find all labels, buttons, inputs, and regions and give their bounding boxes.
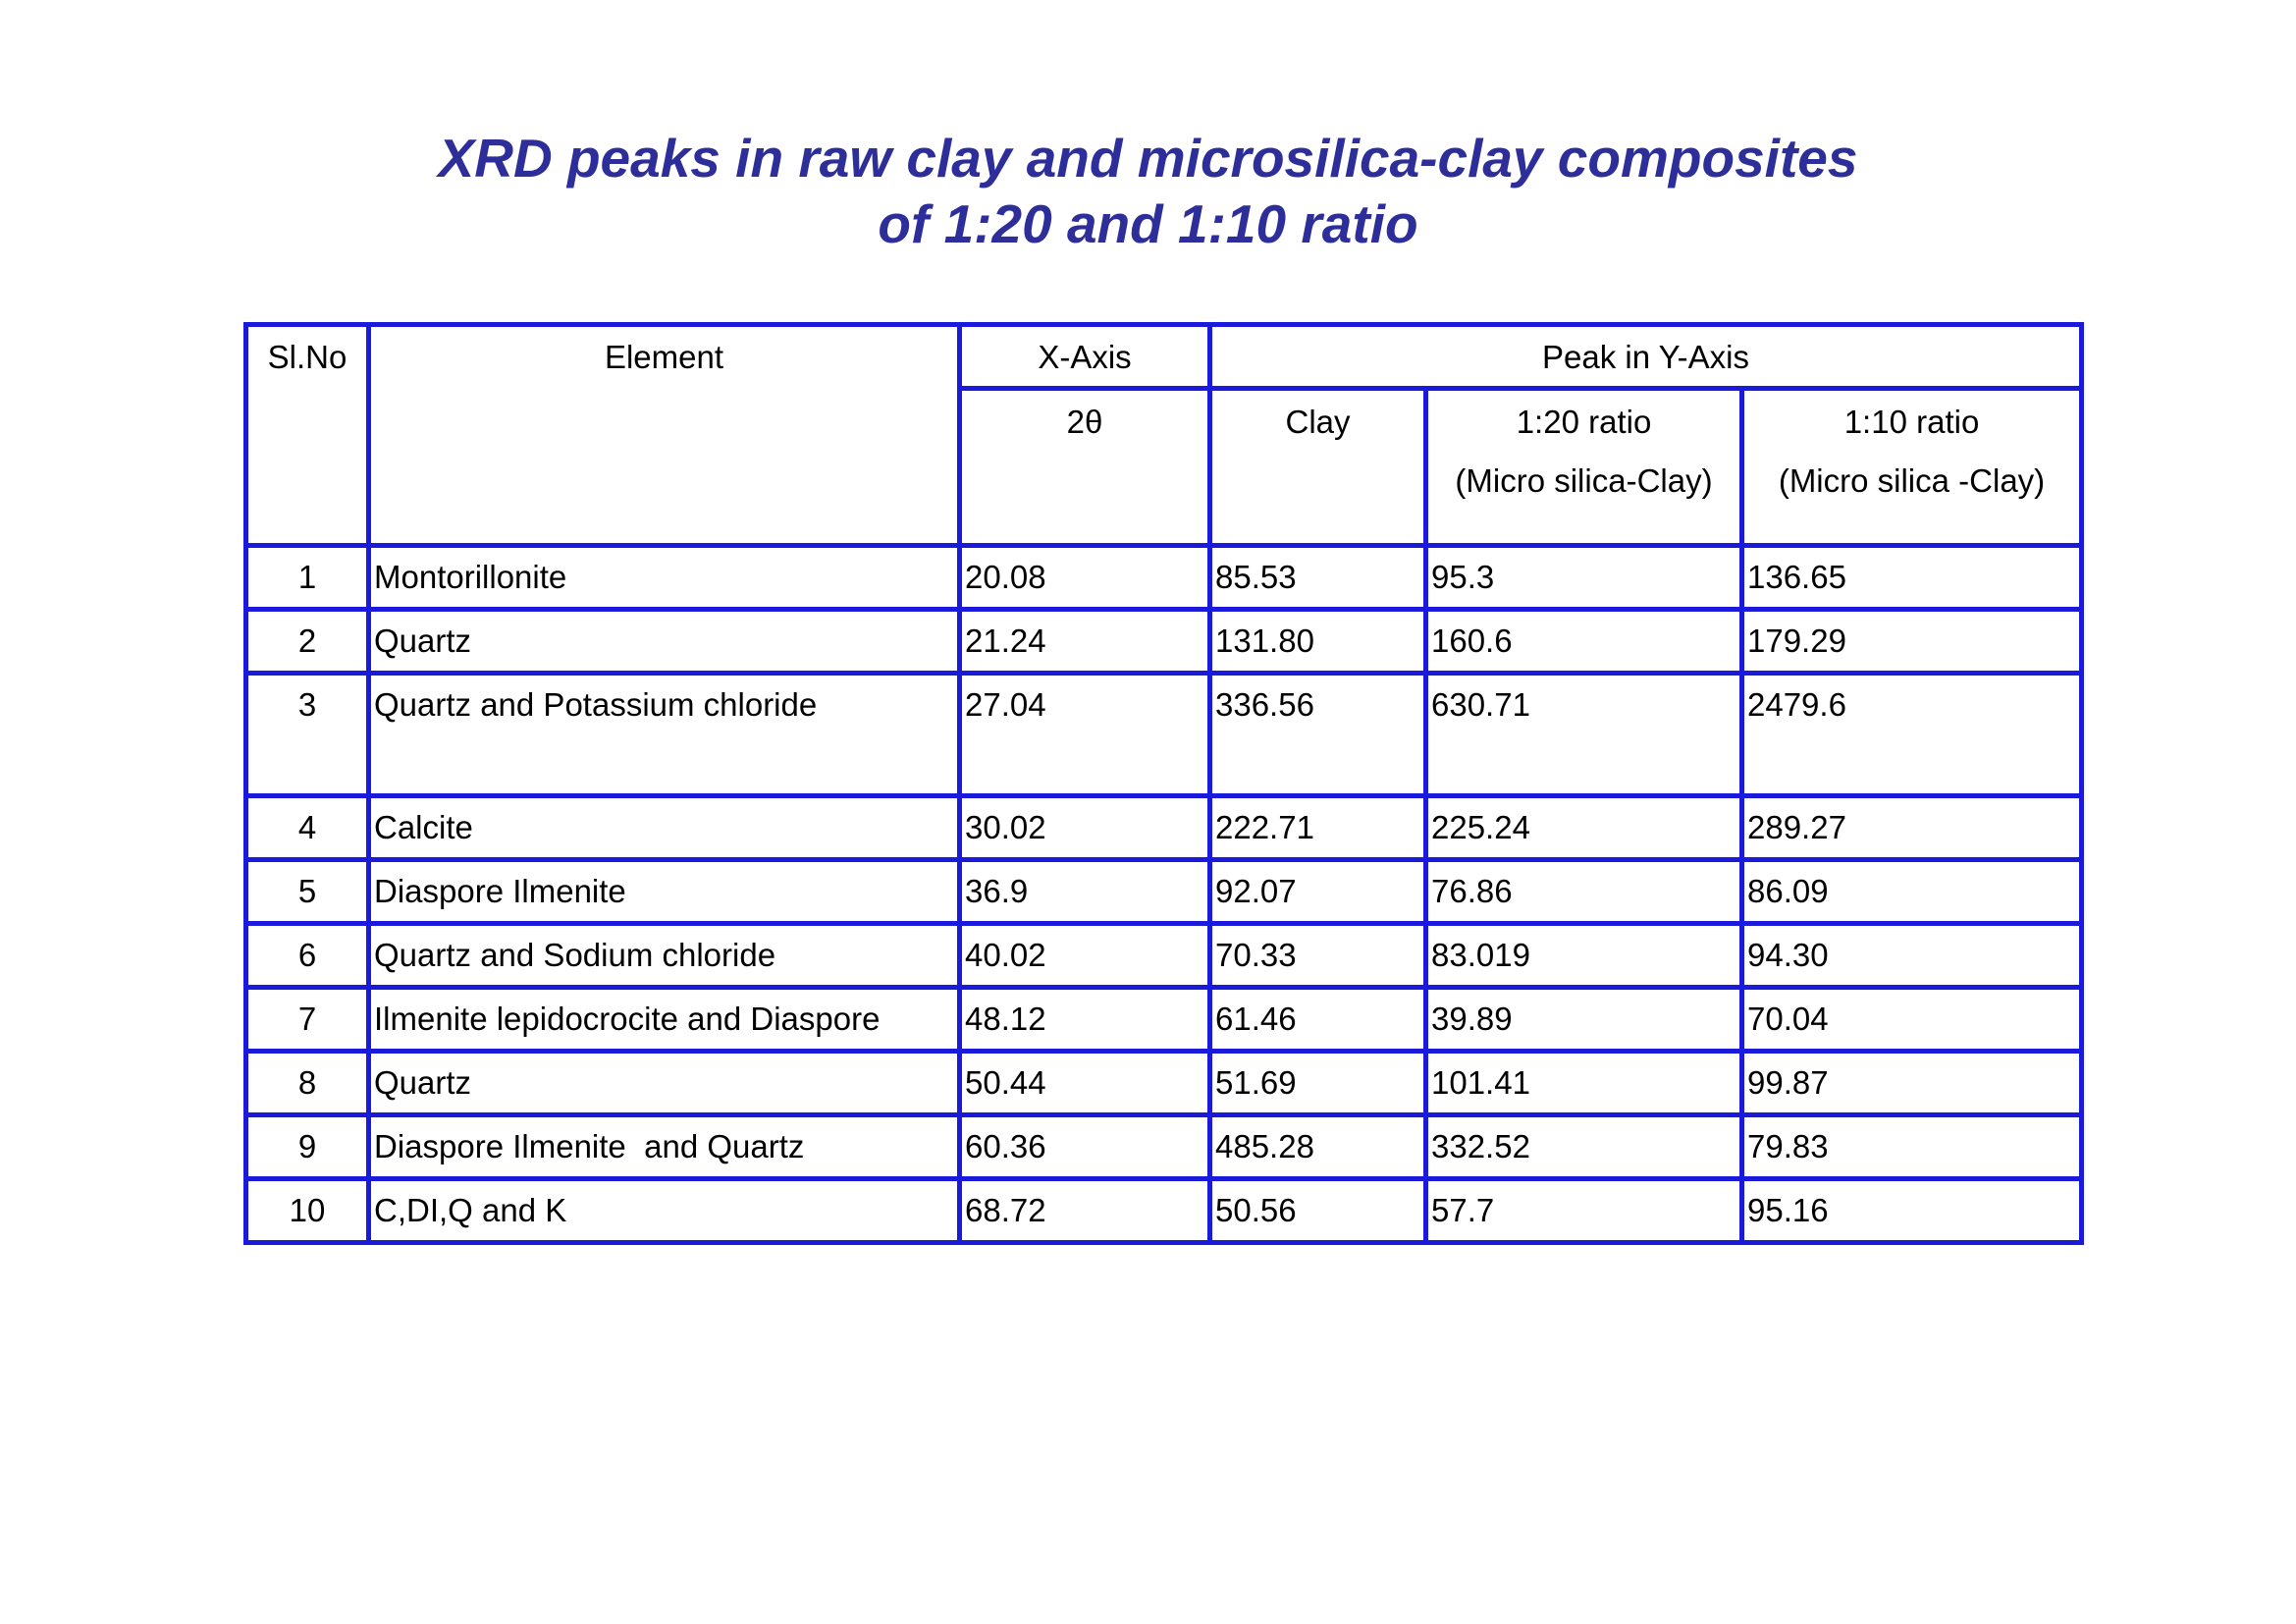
cell-two-theta: 36.9 [960,860,1210,924]
table-row [246,1179,2082,1243]
cell-two-theta: 40.02 [960,924,1210,988]
title-line-1: XRD peaks in raw clay and microsilica-clay composites [438,128,1858,189]
xrd-peaks-table [243,322,2084,1245]
header-peak-y-axis: Peak in Y-Axis [1210,325,2082,389]
header-two-theta-label: 2θ [1066,404,1103,440]
cell-element: Quartz [369,1052,960,1115]
table-row [246,610,2082,674]
cell-two-theta: 48.12 [960,988,1210,1052]
cell-ratio-1-20: 630.71 [1426,674,1742,796]
cell-ratio-1-10: 2479.6 [1742,674,2082,796]
header-sl-no: Sl.No [246,325,369,546]
header-x-axis: X-Axis [960,325,1210,389]
cell-element: C,DI,Q and K [369,1179,960,1243]
cell-element: Ilmenite lepidocrocite and Diaspore [369,988,960,1052]
header-ratio-1-20 [1426,389,1742,546]
cell-two-theta: 21.24 [960,610,1210,674]
cell-clay: 485.28 [1210,1115,1426,1179]
cell-ratio-1-20: 160.6 [1426,610,1742,674]
cell-ratio-1-10: 99.87 [1742,1052,2082,1115]
cell-two-theta: 68.72 [960,1179,1210,1243]
cell-ratio-1-20: 39.89 [1426,988,1742,1052]
cell-two-theta: 27.04 [960,674,1210,796]
table-row [246,1115,2082,1179]
cell-two-theta: 30.02 [960,796,1210,860]
table-row [246,1052,2082,1115]
cell-ratio-1-10: 95.16 [1742,1179,2082,1243]
cell-element: Quartz [369,610,960,674]
cell-ratio-1-20: 101.41 [1426,1052,1742,1115]
cell-element: Quartz and Sodium chloride [369,924,960,988]
table-row [246,860,2082,924]
cell-ratio-1-10: 94.30 [1742,924,2082,988]
header-element: Element [369,325,960,546]
cell-sl-no: 6 [246,924,369,988]
cell-element: Diaspore Ilmenite and Quartz [369,1115,960,1179]
cell-ratio-1-20: 57.7 [1426,1179,1742,1243]
cell-ratio-1-10: 86.09 [1742,860,2082,924]
cell-two-theta: 60.36 [960,1115,1210,1179]
cell-sl-no: 2 [246,610,369,674]
cell-sl-no: 8 [246,1052,369,1115]
page-title [0,126,2296,257]
cell-clay: 131.80 [1210,610,1426,674]
cell-clay: 336.56 [1210,674,1426,796]
cell-clay: 222.71 [1210,796,1426,860]
cell-element: Quartz and Potassium chloride [369,674,960,796]
cell-ratio-1-20: 83.019 [1426,924,1742,988]
cell-sl-no: 4 [246,796,369,860]
cell-ratio-1-10: 79.83 [1742,1115,2082,1179]
cell-sl-no: 10 [246,1179,369,1243]
table-row [246,924,2082,988]
cell-ratio-1-10: 136.65 [1742,546,2082,610]
cell-clay: 85.53 [1210,546,1426,610]
cell-two-theta: 20.08 [960,546,1210,610]
cell-clay: 61.46 [1210,988,1426,1052]
header-ratio-1-20-label: 1:20 ratio [1516,404,1652,440]
cell-sl-no: 5 [246,860,369,924]
header-ratio-1-20-sub: (Micro silica-Clay) [1455,462,1713,499]
cell-sl-no: 7 [246,988,369,1052]
header-clay-label: Clay [1285,404,1351,440]
cell-ratio-1-20: 332.52 [1426,1115,1742,1179]
cell-ratio-1-10: 70.04 [1742,988,2082,1052]
table-row [246,796,2082,860]
header-clay [1210,389,1426,546]
table-row [246,674,2082,796]
cell-ratio-1-20: 225.24 [1426,796,1742,860]
table-row [246,988,2082,1052]
cell-clay: 92.07 [1210,860,1426,924]
cell-ratio-1-20: 95.3 [1426,546,1742,610]
cell-ratio-1-20: 76.86 [1426,860,1742,924]
cell-clay: 70.33 [1210,924,1426,988]
header-ratio-1-10-sub: (Micro silica -Clay) [1778,462,2046,499]
cell-element: Diaspore Ilmenite [369,860,960,924]
table-row [246,546,2082,610]
title-line-2: of 1:20 and 1:10 ratio [878,193,1418,254]
cell-sl-no: 9 [246,1115,369,1179]
cell-sl-no: 1 [246,546,369,610]
cell-clay: 51.69 [1210,1052,1426,1115]
header-ratio-1-10-label: 1:10 ratio [1843,404,1980,440]
cell-ratio-1-10: 179.29 [1742,610,2082,674]
header-ratio-1-10 [1742,389,2082,546]
cell-sl-no: 3 [246,674,369,796]
header-two-theta [960,389,1210,546]
cell-clay: 50.56 [1210,1179,1426,1243]
cell-ratio-1-10: 289.27 [1742,796,2082,860]
cell-element: Montorillonite [369,546,960,610]
table-header-row-1 [246,325,2082,389]
cell-element: Calcite [369,796,960,860]
cell-two-theta: 50.44 [960,1052,1210,1115]
